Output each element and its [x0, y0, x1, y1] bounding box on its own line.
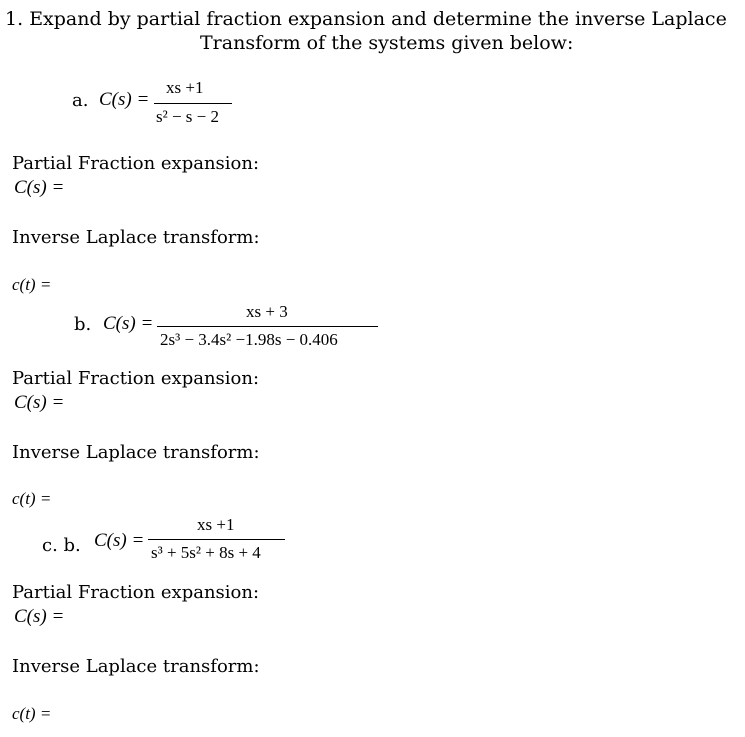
part-a-ct-label: c(t) =: [12, 275, 52, 294]
part-b-cs-label: C(s) =: [14, 392, 65, 413]
part-c-cs-label: C(s) =: [14, 606, 65, 627]
part-a-numerator: xs +1: [166, 78, 204, 97]
part-c-fraction-bar: [148, 539, 285, 540]
part-c-lhs: C(s) =: [94, 530, 145, 551]
part-a-lhs: C(s) =: [99, 89, 150, 110]
question-line-1: [5, 8, 727, 31]
question-number: 1.: [5, 8, 24, 30]
question-line-2: Transform of the systems given below:: [200, 32, 574, 54]
part-b-ilt-heading: Inverse Laplace transform:: [12, 442, 260, 463]
part-a-ilt-heading: Inverse Laplace transform:: [12, 227, 260, 248]
part-c-ct-label: c(t) =: [12, 704, 52, 723]
part-c-ilt-heading: Inverse Laplace transform:: [12, 656, 260, 677]
part-b-pfe-heading: Partial Fraction expansion:: [12, 368, 260, 389]
part-c-label: c. b.: [42, 535, 81, 556]
part-a-fraction-bar: [154, 103, 232, 104]
part-b-denominator: 2s³ − 3.4s² −1.98s − 0.406: [160, 330, 338, 349]
part-c-pfe-heading: Partial Fraction expansion:: [12, 582, 260, 603]
question-text-1: Expand by partial fraction expansion and determine the inverse Laplace: [29, 8, 727, 30]
part-b-lhs: C(s) =: [103, 313, 154, 334]
part-b-numerator: xs + 3: [246, 302, 288, 321]
part-a-label: a.: [72, 90, 89, 111]
part-a-denominator: s² − s − 2: [156, 107, 220, 126]
part-c-denominator: s³ + 5s² + 8s + 4: [151, 543, 261, 562]
part-c-numerator: xs +1: [197, 515, 235, 534]
part-b-fraction-bar: [157, 326, 378, 327]
part-a-cs-label: C(s) =: [14, 177, 65, 198]
part-b-ct-label: c(t) =: [12, 489, 52, 508]
part-b-label: b.: [74, 314, 92, 335]
part-a-pfe-heading: Partial Fraction expansion:: [12, 153, 260, 174]
